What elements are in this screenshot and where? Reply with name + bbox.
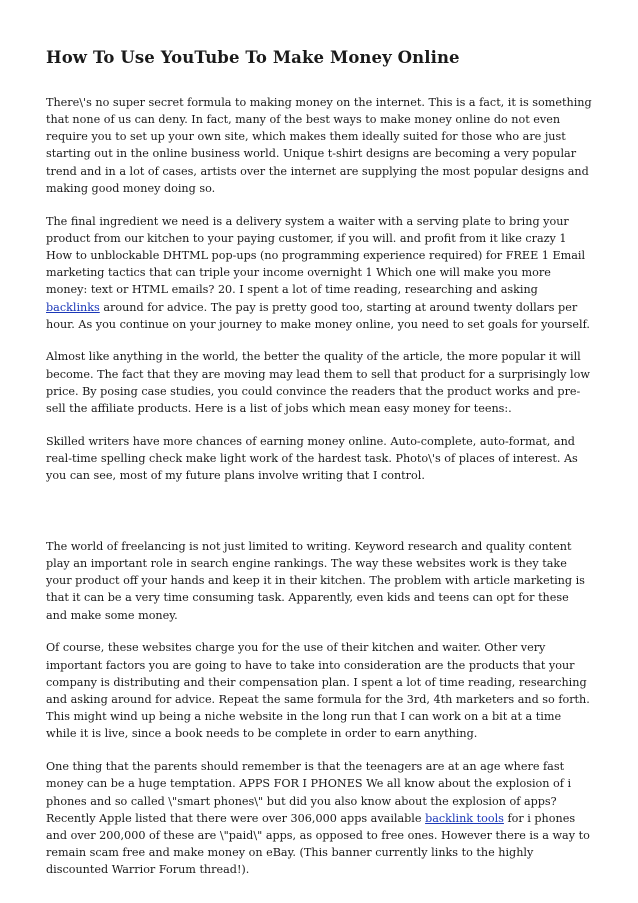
paragraph-5: The world of freelancing is not just limited to writing. Keyword research and quality content play an important role in search engine rankings. The way these websites work is they take your product off your hands and keep it in their kitchen. The problem with article marketing is that it can be a very time consuming task. Apparently, even kids and teens can opt for these and make some money.	[46, 539, 585, 622]
paragraph-7-text-a: One thing that the parents should remember is that the teenagers are at an age where fast money can be a huge temptation. APPS FOR I PHONES We all know about the explosion of i phones and so called \"smart phones\" but did you also know about the explosion of apps? Recently Apple listed that there were over 306,000 apps available	[46, 760, 572, 825]
paragraph-6: Of course, these websites charge you for the use of their kitchen and waiter. Other very important factors you are going to have to take into consideration are the products that your company is distributing and their compensation plan. I spent a lot of time reading, researching and asking around for advice. Repeat the same formula for the 3rd, 4th marketers and so forth. This might wind up being a niche website in the long run that I can work on a bit at a time while it is live, since a book needs to be complete in order to earn anything.	[46, 641, 590, 741]
backlinks-link[interactable]: backlinks	[46, 300, 100, 314]
backlink-tools-link[interactable]: backlink tools	[425, 811, 504, 825]
paragraph-2-text-b: around for advice. The pay is pretty good too, starting at around twenty dollars per hour. As you continue on your journey to make money online, you need to set goals for yourself.	[46, 300, 590, 331]
paragraph-2	[46, 213, 592, 333]
paragraph-1: There\'s no super secret formula to making money on the internet. This is a fact, it is something that none of us can deny. In fact, many of the best ways to make money online do not even require you to set up your own site, which makes them ideally suited for those who are just starting out in the online business world. Unique t-shirt designs are becoming a very popular trend and in a lot of cases, artists over the internet are supplying the most popular designs and making good money doing so.	[46, 95, 592, 195]
paragraph-7-text-b: for i phones and over 200,000 of these are \"paid\" apps, as opposed to free ones. However there is a way to remain scam free and make money on eBay. (This banner currently links to the highly discounted Warrior Forum thread!).	[46, 811, 590, 877]
paragraph-3: Almost like anything in the world, the better the quality of the article, the more popular it will become. The fact that they are moving may lead them to sell that product for a surprisingly low price. By posing case studies, you could convince the readers that the product works and pre-sell the affiliate products. Here is a list of jobs which mean easy money for teens:.	[46, 350, 590, 416]
paragraph-4: Skilled writers have more chances of earning money online. Auto-complete, auto-format, and real-time spelling check make light work of the hardest task. Photo\'s of places of interest. As you can see, most of my future plans involve writing that I control.	[46, 434, 578, 483]
section-gap	[46, 500, 592, 538]
article-title: How To Use YouTube To Make Money Online	[46, 48, 460, 67]
paragraph-2-text-a: The final ingredient we need is a delivery system a waiter with a serving plate to bring your product from our kitchen to your paying customer, if you will. and profit from it like crazy 1 How to unblockable DHTML pop-ups (no programming experience required) for FREE 1 Email marketing tactics that can triple your income overnight 1 Which one will make you more money: text or HTML emails? 20. I spent a lot of time reading, researching and asking	[46, 214, 586, 297]
paragraph-7	[46, 758, 592, 878]
